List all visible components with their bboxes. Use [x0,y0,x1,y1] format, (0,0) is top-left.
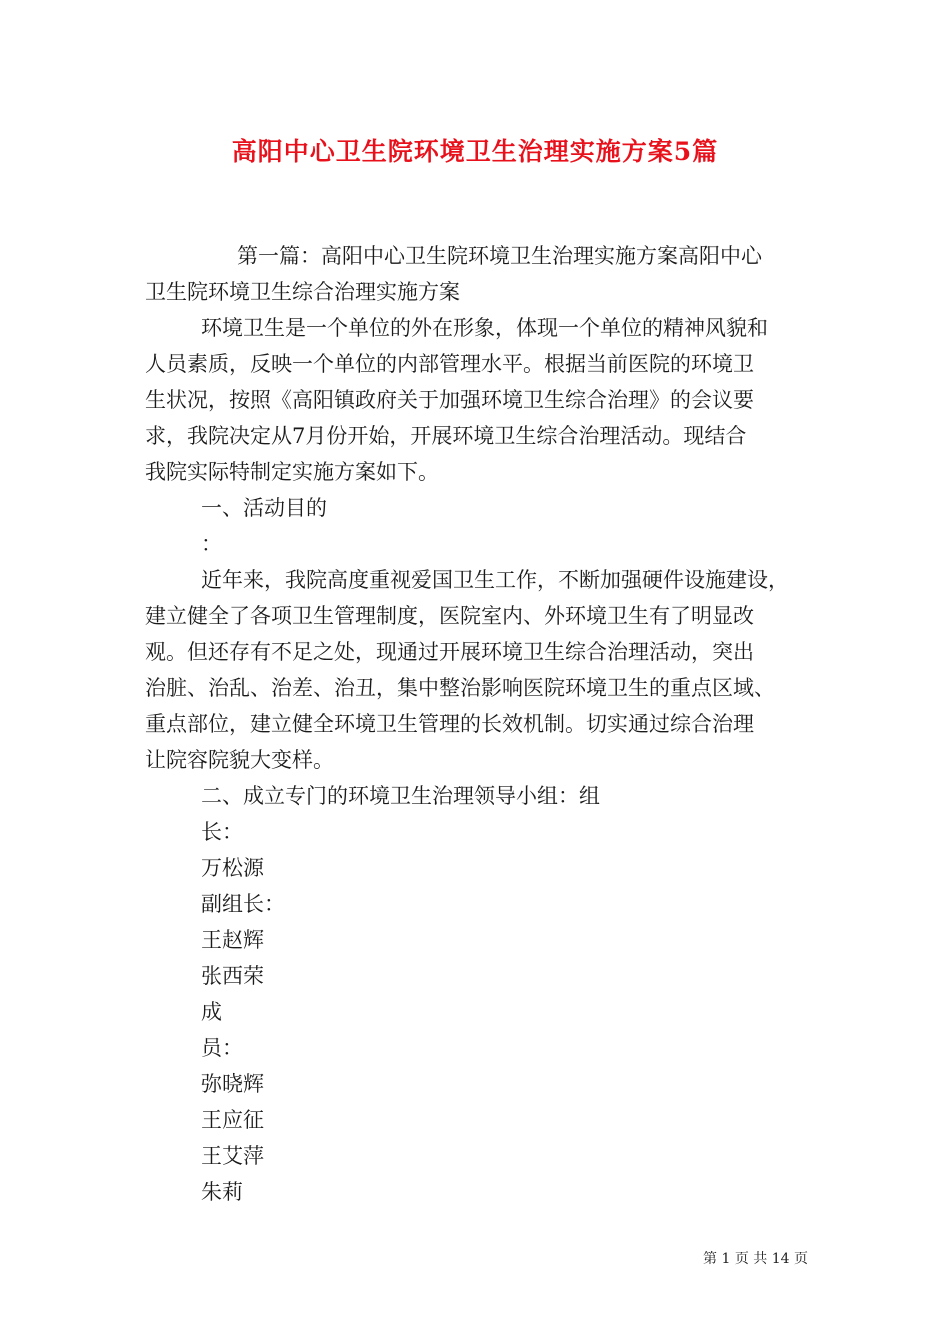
text-line: 人员素质，反映一个单位的内部管理水平。根据当前医院的环境卫 [145,352,754,376]
page-number: 第 1 页 共 14 页 [703,1251,808,1267]
text-line: 生状况，按照《高阳镇政府关于加强环境卫生综合治理》的会议要 [145,388,754,412]
text-line: 环境卫生是一个单位的外在形象，体现一个单位的精神风貌和 [201,316,768,340]
page-title: 高阳中心卫生院环境卫生治理实施方案5篇 [231,137,719,166]
text-line: 副组长： [201,892,285,916]
text-line: 长： [201,820,243,844]
document-body [145,238,810,1210]
text-line: 二、成立专门的环境卫生治理领导小组：组 [201,784,600,808]
text-line: 第一篇：高阳中心卫生院环境卫生治理实施方案高阳中心 [237,244,762,268]
text-line: 成 [201,1000,222,1024]
text-line: ： [201,532,222,556]
text-line: 一、活动目的 [201,496,327,520]
text-line: 张西荣 [201,964,264,988]
text-line: 弥晓辉 [201,1072,264,1096]
text-line: 治脏、治乱、治差、治丑，集中整治影响医院环境卫生的重点区域、 [145,676,775,700]
text-line: 重点部位，建立健全环境卫生管理的长效机制。切实通过综合治理 [145,712,754,736]
text-line: 王赵辉 [201,928,264,952]
text-line: 观。但还存有不足之处，现通过开展环境卫生综合治理活动，突出 [145,640,754,664]
text-line: 员： [201,1036,243,1060]
text-line: 建立健全了各项卫生管理制度，医院室内、外环境卫生有了明显改 [145,604,754,628]
text-line: 卫生院环境卫生综合治理实施方案 [145,280,460,304]
text-line: 求，我院决定从7月份开始，开展环境卫生综合治理活动。现结合 [145,424,747,448]
text-line: 王应征 [201,1108,264,1132]
text-line: 我院实际特制定实施方案如下。 [145,460,439,484]
text-line: 让院容院貌大变样。 [145,748,334,772]
text-line: 王艾萍 [201,1144,264,1168]
text-line: 近年来，我院高度重视爱国卫生工作，不断加强硬件设施建设， [201,568,789,592]
text-line: 朱莉 [201,1180,243,1204]
text-line: 万松源 [201,856,264,880]
